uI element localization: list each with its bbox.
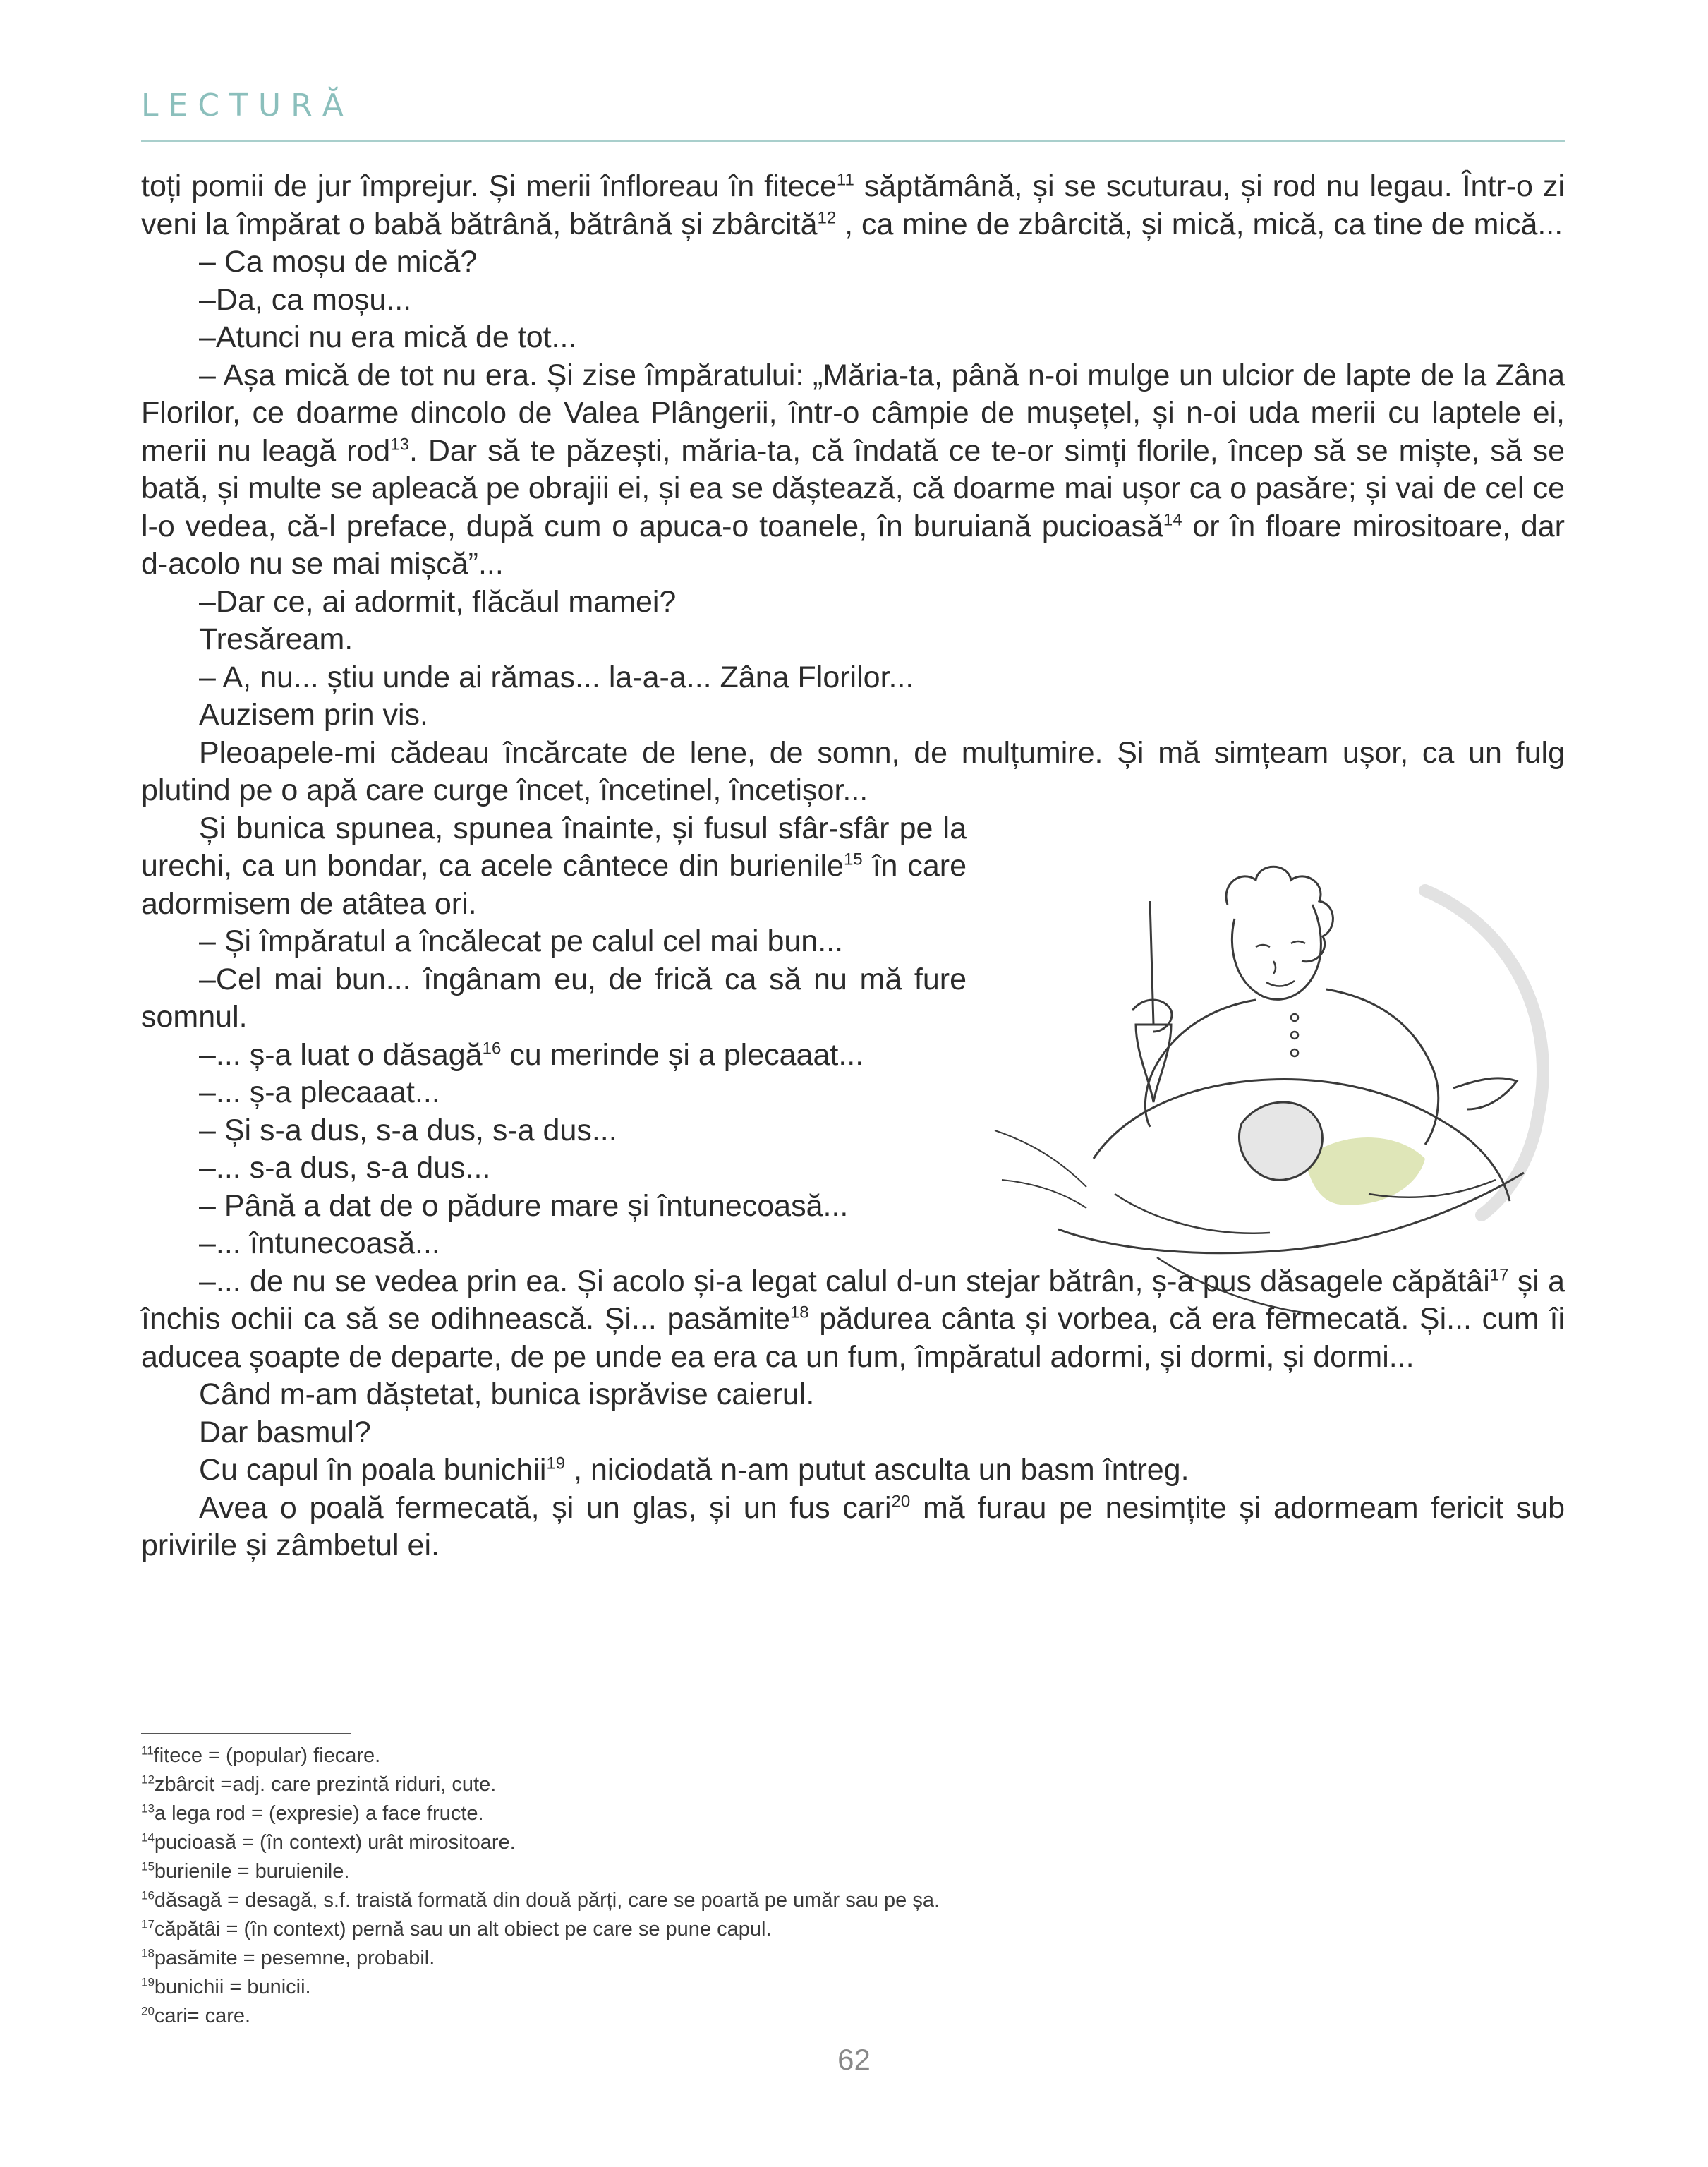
paragraph: Auzisem prin vis. [199,698,428,732]
dialogue-line: –Cel mai bun... îngânam eu, de frică ca să nu mă fure somnul. [141,962,967,1034]
footnote: $^{12}$zbârcit =adj. care prezintă riduri, cute. [141,1773,497,1796]
child-head [1239,1102,1322,1180]
paragraph: Cu capul în poala bunichii$^{19}$ , niciodată n-am putut asculta un basm întreg. [199,1453,1189,1487]
dialogue-line: – Și s-a dus, s-a dus, s-a dus... [199,1113,617,1147]
footnote: $^{20}$cari= care. [141,2004,251,2027]
dialogue-line: –Dar ce, ai adormit, flăcăul mamei? [199,584,677,619]
page-number: 62 [837,2043,871,2076]
dialogue-line: – Și împăratul a încălecat pe calul cel mai bun... [199,924,844,958]
dialogue-line: – Până a dat de o pădure mare și întunecoasă... [199,1188,849,1223]
paragraph: – Așa mică de tot nu era. Și zise împăratului: „Măria-ta, până n-oi mulge un ulcior de lapte de la Zâna Florilor, ce doarme dincolo de Valea Plângerii, într-o câmpie de mușețel, și n-oi uda merii cu laptele ei, merii nu leagă rod$^{13}$. Dar să te păzești, măria-ta, că îndată ce te-or simți florile, încep să se miște, să se bată, și multe se apleacă pe obrajii ei, și ea se dăștează, că doarme mai ușor ca o pasăre; și vai de cel ce l-o vedea, că-l preface, după cum o apuca-o toanele, în buruiană pucioasă$^{14}$ or în floare mirositoare, dar d-acolo nu se mai mișcă”... [141,358,1565,581]
footnote: $^{19}$bunichii = bunicii. [141,1975,311,1998]
footnote: $^{15}$burienile = buruienile. [141,1859,350,1883]
footnote: $^{11}$fitece = (popular) fiecare. [141,1744,381,1767]
footnote: $^{18}$pasămite = pesemne, probabil. [141,1946,435,1969]
footnote: $^{13}$a lega rod = (expresie) a face fructe. [141,1801,484,1825]
paragraph: Tresăream. [199,622,353,656]
footnotes [141,1742,1411,2031]
dialogue-line: –Atunci nu era mică de tot... [199,320,577,354]
dialogue-line: –Da, ca moșu... [199,282,412,317]
paragraph: Când m-am dăștetat, bunica isprăvise caierul. [199,1377,815,1411]
dialogue-line: – A, nu... știu unde ai rămas... la-a-a... Zâna Florilor... [199,660,914,694]
dialogue-line: –... s-a dus, s-a dus... [199,1151,491,1185]
paragraph: toți pomii de jur împrejur. Și merii înfloreau în fitece$^{11}$ săptămână, și se scuturau, și rod nu legau. Într-o zi veni la împărat o babă bătrână, bătrână și zbârcită$^{12}$ , ca mine de zbârcită, și mică, mică, ca tine de mică... [141,169,1565,241]
paragraph: Dar basmul? [199,1415,371,1449]
footnote-divider [141,1733,351,1734]
blanket-fill [1305,1137,1425,1205]
footnote: $^{17}$căpătâi = (în context) pernă sau un alt obiect pe care se pune capul. [141,1917,772,1940]
swirl-decoration [1425,891,1543,1215]
paragraph: Și bunica spunea, spunea înainte, și fusul sfâr-sfâr pe la urechi, ca un bondar, ca acele cântece din burienile$^{15}$ în care adormisem de atâtea ori. [141,811,967,921]
footnote: $^{14}$pucioasă = (în context) urât mirositoare. [141,1830,516,1854]
dialogue-line: –... ș-a luat o dăsagă$^{16}$ cu merinde și a plecaaat... [199,1037,864,1072]
grandmother-illustration [974,862,1566,1328]
dialogue-line: –... ș-a plecaaat... [199,1075,440,1109]
footnote: $^{16}$dăsagă = desagă, s.f. traistă formată din două părți, care se poartă pe umăr sau pe șa. [141,1888,940,1912]
dialogue-line: – Ca moșu de mică? [199,245,478,279]
paragraph: –... de nu se vedea prin ea. Și acolo și-a legat calul d-un stejar bătrân, ș-a pus dăsagele căpătâi$^{17}$ și a închis ochii ca să se odihnească. Și... pasămite$^{18}$ pădurea cânta și vorbea, că era fermecată. Și... cum îi aducea șoapte de departe, de pe unde ea era ca un fum, împăratul adormi, și dormi, și dormi... [141,1264,1565,1374]
section-title: LECTURĂ [141,87,353,123]
paragraph: Avea o poală fermecată, și un glas, și un fus cari$^{20}$ mă furau pe nesimțite și adormeam fericit sub privirile și zâmbetul ei. [141,1490,1565,1562]
paragraph: Pleoapele-mi cădeau încărcate de lene, de somn, de mulțumire. Și mă simțeam ușor, ca un fulg plutind pe o apă care curge încet, încetinel, încetișor... [141,735,1565,807]
header-divider [141,140,1565,142]
dialogue-line: –... întunecoasă... [199,1226,440,1260]
